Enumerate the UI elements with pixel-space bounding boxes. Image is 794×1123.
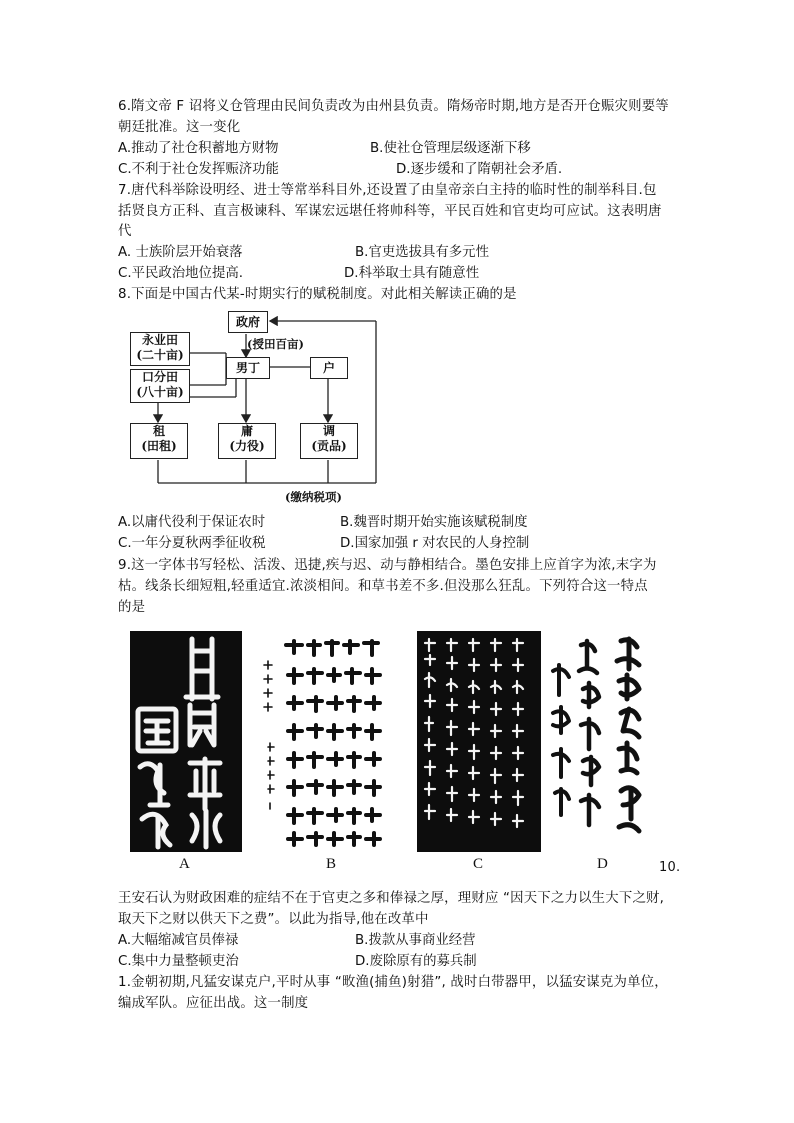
running-script-image: [417, 631, 541, 852]
calligraphy-sample-b: [258, 631, 398, 852]
diao-title: 调: [322, 424, 335, 438]
q6-option-d: D.逐步缓和了隋朝社会矛盾.: [396, 162, 563, 177]
yongye-title: 永业田: [141, 333, 178, 347]
diagram-zu: [130, 423, 188, 459]
seal-script-image: [130, 631, 242, 852]
q8-option-a: A.以庸代役利于保证农时: [118, 515, 266, 530]
q11-stem-line2: 编成军队。应征出战。这一制度: [118, 996, 309, 1011]
q8-option-d: D.国家加强 r 对农民的人身控制: [340, 536, 530, 551]
sample-label-b: B: [326, 856, 337, 872]
tax-diagram: [118, 305, 388, 510]
q10-option-a: A.大幅缩减官员俸禄: [118, 933, 239, 948]
zu-title: 租: [152, 424, 165, 438]
clerical-script-image: [258, 631, 398, 852]
calligraphy-sample-c: [417, 631, 541, 852]
q7-stem-line3: 代: [118, 224, 132, 239]
q7-option-d: D.科举取士具有随意性: [344, 266, 480, 281]
zu-desc: (田租): [141, 439, 177, 453]
sample-label-c: C: [473, 856, 484, 872]
q8-option-b: B.魏晋时期开始实施该赋税制度: [340, 515, 528, 530]
diao-desc: (贡品): [311, 439, 347, 453]
q9-stem-line1: 9.这一字体书写轻松、活泼、迅捷,疾与迟、动与静相结合。墨色安排上应首字为浓,末字为: [118, 558, 657, 573]
q7-stem-line2: 括贤良方正科、直言极谏科、军谋宏远堪任将帅科等，平民百姓和官吏均可应试。这表明唐: [118, 204, 662, 219]
diagram-nanding: 男丁: [226, 357, 270, 379]
diagram-yong: [218, 423, 276, 459]
q10-stem-line1: 王安石认为财政困难的症结不在于官吏之多和俸禄之厚，理财应 “因天下之力以生大下之财,: [118, 891, 665, 906]
q10-option-c: C.集中力量整顿吏治: [118, 954, 239, 969]
calligraphy-sample-a: [130, 631, 242, 852]
q6-option-c: C.不利于社仓发挥赈济功能: [118, 162, 279, 177]
yong-desc: (力役): [229, 439, 265, 453]
diagram-yongye-field: [130, 332, 190, 366]
diagram-koufen-field: [130, 369, 190, 403]
koufen-area: (八十亩): [136, 385, 184, 399]
diagram-household: 户: [310, 357, 348, 379]
diagram-government: 政府: [228, 311, 268, 333]
q7-option-c: C.平民政治地位提高.: [118, 266, 243, 281]
q11-stem-line1: 1.金朝初期,凡猛安谋克户,平时从事 “畋渔(捕鱼)射猎”, 战时白带器甲，以猛安谋克为单位，: [118, 975, 668, 990]
q7-option-a: A. 士族阶层开始衰落: [118, 245, 243, 260]
q7-stem-line1: 7.唐代科举除设明经、进士等常举科目外,还设置了由皇帝亲白主持的临时性的制举科目.包: [118, 183, 657, 198]
diagram-diao: [300, 423, 358, 459]
q10-stem-line2: 取天下之财以供天下之费”。以此为指导,他在改革中: [118, 912, 429, 927]
q8-option-c: C.一年分夏秋两季征收税: [118, 536, 266, 551]
q8-stem: 8.下面是中国古代某-时期实行的赋税制度。对此相关解读正确的是: [118, 287, 517, 302]
diagram-grant-label: (授田百亩): [247, 337, 304, 351]
cursive-script-image: [543, 631, 656, 852]
sample-label-d: D: [597, 856, 608, 872]
yongye-area: (二十亩): [136, 348, 184, 362]
q7-option-b: B.官吏选拔具有多元性: [355, 245, 489, 260]
q6-option-b: B.使社仓管理层级逐渐下移: [370, 141, 531, 156]
q9-stem-line3: 的是: [118, 600, 146, 615]
q6-stem-line2: 朝廷批准。这一变化: [118, 120, 241, 135]
q10-option-b: B.拨款从事商业经营: [355, 933, 476, 948]
q10-option-d: D.废除原有的募兵制: [355, 954, 477, 969]
koufen-title: 口分田: [141, 370, 178, 384]
yong-title: 庸: [240, 424, 253, 438]
q6-stem-line1: 6.隋文帝 F 诏将义仓管理由民间负责改为由州县负责。隋炀帝时期,地方是否开仓赈灾则要等: [118, 99, 669, 114]
sample-label-a: A: [179, 856, 190, 872]
q9-stem-line2: 枯。线条长细短粗,轻重适宜.浓淡相间。和草书差不多.但没那么狂乱。下列符合这一特点: [118, 579, 648, 594]
calligraphy-sample-d: [543, 631, 656, 852]
q10-number: 10.: [659, 860, 681, 875]
q6-option-a: A.推动了社仓积蓄地方财物: [118, 141, 279, 156]
diagram-pay-label: (缴纳税项): [285, 490, 342, 504]
